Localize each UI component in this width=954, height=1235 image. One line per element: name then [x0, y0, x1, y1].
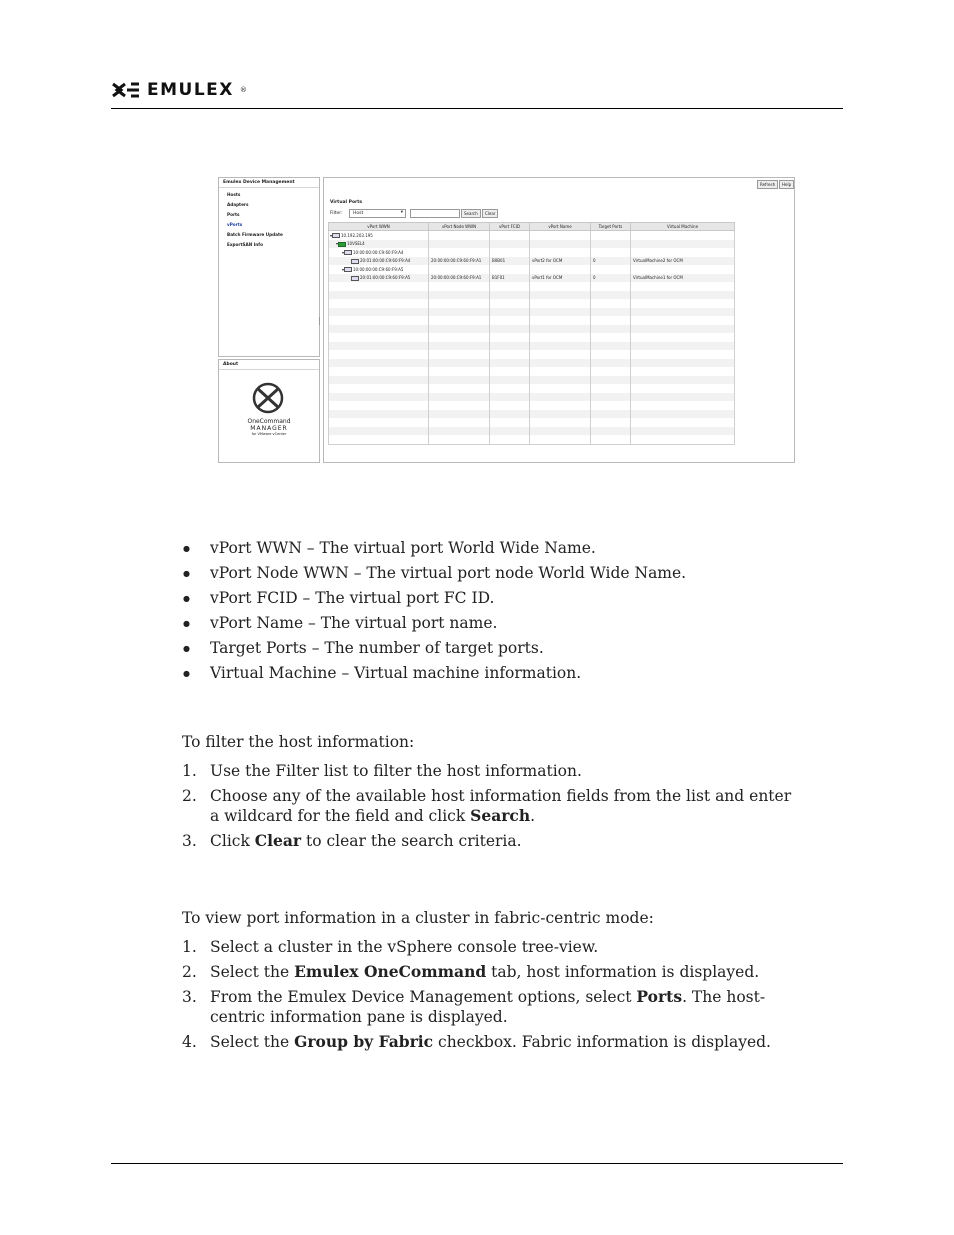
table-row	[329, 367, 735, 376]
chevron-down-icon: ▾	[400, 210, 403, 215]
table-row[interactable]	[329, 248, 735, 257]
bullet-virtual-machine: ● Virtual Machine – Virtual machine information.	[210, 664, 581, 683]
step-number: 2.	[182, 787, 197, 805]
cell-fcid: B0B01	[490, 257, 530, 266]
step-number: 3.	[182, 832, 197, 850]
tree-label: 20:01:00:00:C9:60:F9:A4	[360, 258, 411, 263]
table-row	[329, 410, 735, 419]
step-text-part: Click	[210, 832, 255, 850]
tree-label: 10:00:00:00:C9:60:F9:A4	[353, 249, 404, 255]
step-text	[210, 786, 800, 826]
step-text-bold: Search	[470, 806, 531, 825]
step-text-bold: Ports	[636, 987, 683, 1006]
cell-fcid: B1F01	[490, 274, 530, 283]
tree-label: 20:01:00:00:C9:60:F9:A5	[360, 275, 411, 280]
registered-mark: ®	[239, 86, 247, 94]
nav-batch-firmware[interactable]: Batch Firmware Update	[227, 232, 283, 237]
table-row[interactable]	[329, 274, 735, 283]
table-row[interactable]	[329, 257, 735, 266]
port-icon	[344, 267, 352, 272]
step-text-part: to clear the search criteria.	[301, 832, 522, 850]
cell-targets: 0	[591, 274, 631, 283]
step-text-part: tab, host information is displayed.	[486, 963, 760, 981]
vport-icon	[351, 276, 359, 281]
table-row	[329, 291, 735, 300]
refresh-button[interactable]: Refresh	[757, 180, 778, 189]
fabric-intro: To view port information in a cluster in fabric-centric mode:	[182, 909, 654, 927]
step-text-part: .	[530, 807, 536, 825]
col-vport-wwn[interactable]: vPort WWN	[329, 223, 429, 231]
table-row	[329, 299, 735, 308]
step-number: 4.	[182, 1033, 197, 1051]
about-logo-line2: MANAGER	[250, 425, 288, 432]
col-vport-name[interactable]: vPort Name	[530, 223, 591, 231]
step-text-part: From the Emulex Device Management options, select	[210, 988, 637, 1006]
table-row	[329, 359, 735, 368]
table-row	[329, 282, 735, 291]
vports-screenshot	[218, 177, 794, 463]
cell-name: vPort1 for OCM	[530, 274, 591, 283]
filter-select[interactable]	[349, 209, 406, 218]
bullet-vport-node-wwn: ● vPort Node WWN – The virtual port node World Wide Name.	[210, 564, 686, 583]
bullet-vport-name: ● vPort Name – The virtual port name.	[210, 614, 497, 633]
about-logo-line3: for VMware vCenter	[251, 432, 287, 436]
nav-exportsan[interactable]: ExportSAN Info	[227, 242, 263, 247]
vports-table	[328, 222, 735, 445]
bullet-target-ports: ● Target Ports – The number of target ports.	[210, 639, 544, 658]
col-virtual-machine[interactable]: Virtual Machine	[631, 223, 735, 231]
cell-name: vPort2 for OCM	[530, 257, 591, 266]
step-number: 1.	[182, 938, 197, 956]
emulex-logo-icon	[111, 82, 141, 98]
emulex-logo	[111, 80, 247, 100]
table-row	[329, 376, 735, 385]
step-number: 3.	[182, 988, 197, 1006]
filter-select-value: Host	[353, 211, 364, 216]
table-row	[329, 333, 735, 342]
table-row	[329, 308, 735, 317]
table-row	[329, 435, 735, 444]
col-vport-node-wwn[interactable]: vPort Node WWN	[429, 223, 490, 231]
step-text	[210, 831, 800, 851]
adapter-icon	[338, 242, 346, 247]
step-text-part: checkbox. Fabric information is displayed.	[433, 1033, 771, 1051]
step-text: Use the Filter list to filter the host information.	[210, 762, 582, 780]
cell-node-wwn: 20:00:00:00:C9:60:F9:A1	[429, 257, 490, 266]
table-row	[329, 401, 735, 410]
cell-targets: 0	[591, 257, 631, 266]
filter-label: Filter:	[330, 211, 343, 216]
step-number: 1.	[182, 762, 197, 780]
table-row[interactable]	[329, 231, 735, 240]
virtual-ports-panel	[323, 177, 795, 463]
table-row[interactable]	[329, 240, 735, 249]
virtual-ports-title: Virtual Ports	[330, 200, 363, 205]
vport-icon	[351, 259, 359, 264]
search-button[interactable]: Search	[461, 209, 481, 218]
onecommand-logo-icon	[251, 382, 285, 414]
tree-expand-icon[interactable]: ▾	[336, 241, 339, 246]
about-logo-line1: OneCommand	[247, 418, 291, 425]
clear-button[interactable]: Clear	[482, 209, 498, 218]
step-text-part: Select the	[210, 963, 295, 981]
cell-vm: VirtualMachine2 for OCM	[631, 257, 735, 266]
about-title: About	[219, 360, 319, 370]
step-number: 2.	[182, 963, 197, 981]
step-text-bold: Clear	[254, 831, 302, 850]
table-row	[329, 316, 735, 325]
step-text	[210, 1032, 800, 1052]
nav-adapters[interactable]: Adapters	[227, 202, 249, 207]
filter-intro: To filter the host information:	[182, 733, 415, 751]
filter-search-input[interactable]	[410, 209, 460, 218]
device-management-panel	[218, 177, 320, 357]
table-row	[329, 393, 735, 402]
table-row	[329, 350, 735, 359]
tree-expand-icon[interactable]: ▾	[330, 232, 333, 238]
tree-label: 10.192.203.195	[341, 232, 373, 238]
tree-label: 10VSEL4	[347, 241, 365, 246]
table-row	[329, 427, 735, 436]
help-button[interactable]: Help	[779, 180, 794, 189]
step-text	[210, 987, 800, 1027]
table-row	[329, 384, 735, 393]
step-text-part: Select the	[210, 1033, 295, 1051]
nav-hosts[interactable]: Hosts	[227, 192, 241, 197]
table-row	[329, 418, 735, 427]
nav-vports[interactable]: vPorts	[227, 222, 243, 227]
tree-expand-icon[interactable]: ▾	[342, 249, 345, 255]
device-management-title: Emulex Device Management	[219, 178, 319, 188]
tree-label: 10:00:00:00:C9:60:F9:A5	[353, 266, 404, 272]
col-vport-fcid[interactable]: vPort FCID	[490, 223, 530, 231]
table-row	[329, 342, 735, 351]
step-text-part: Choose any of the available host information fields from the list and enter a wildcard for the field and click	[210, 787, 792, 825]
step-text: Select a cluster in the vSphere console tree-view.	[210, 938, 599, 956]
step-text-bold: Group by Fabric	[294, 1032, 434, 1051]
brand-wordmark: EMULEX	[147, 80, 234, 100]
table-row	[329, 325, 735, 334]
port-icon	[344, 250, 352, 255]
table-row[interactable]	[329, 265, 735, 274]
tree-expand-icon[interactable]: ▾	[342, 266, 345, 272]
step-text	[210, 962, 800, 982]
header-rule	[111, 108, 843, 109]
cell-node-wwn: 20:00:00:00:C9:60:F9:A1	[429, 274, 490, 283]
bullet-vport-wwn: ● vPort WWN – The virtual port World Wide Name.	[210, 539, 596, 558]
col-target-ports[interactable]: Target Ports	[591, 223, 631, 231]
step-text-bold: Emulex OneCommand	[294, 962, 487, 981]
bullet-vport-fcid: ● vPort FCID – The virtual port FC ID.	[210, 589, 494, 608]
cell-vm: VirtualMachine1 for OCM	[631, 274, 735, 283]
footer-rule	[111, 1163, 843, 1164]
host-icon	[332, 233, 340, 238]
about-panel	[218, 359, 320, 463]
step-text-part: . The host-centric information pane is displayed.	[210, 988, 766, 1026]
nav-ports[interactable]: Ports	[227, 212, 240, 217]
table-header-row	[329, 223, 735, 231]
